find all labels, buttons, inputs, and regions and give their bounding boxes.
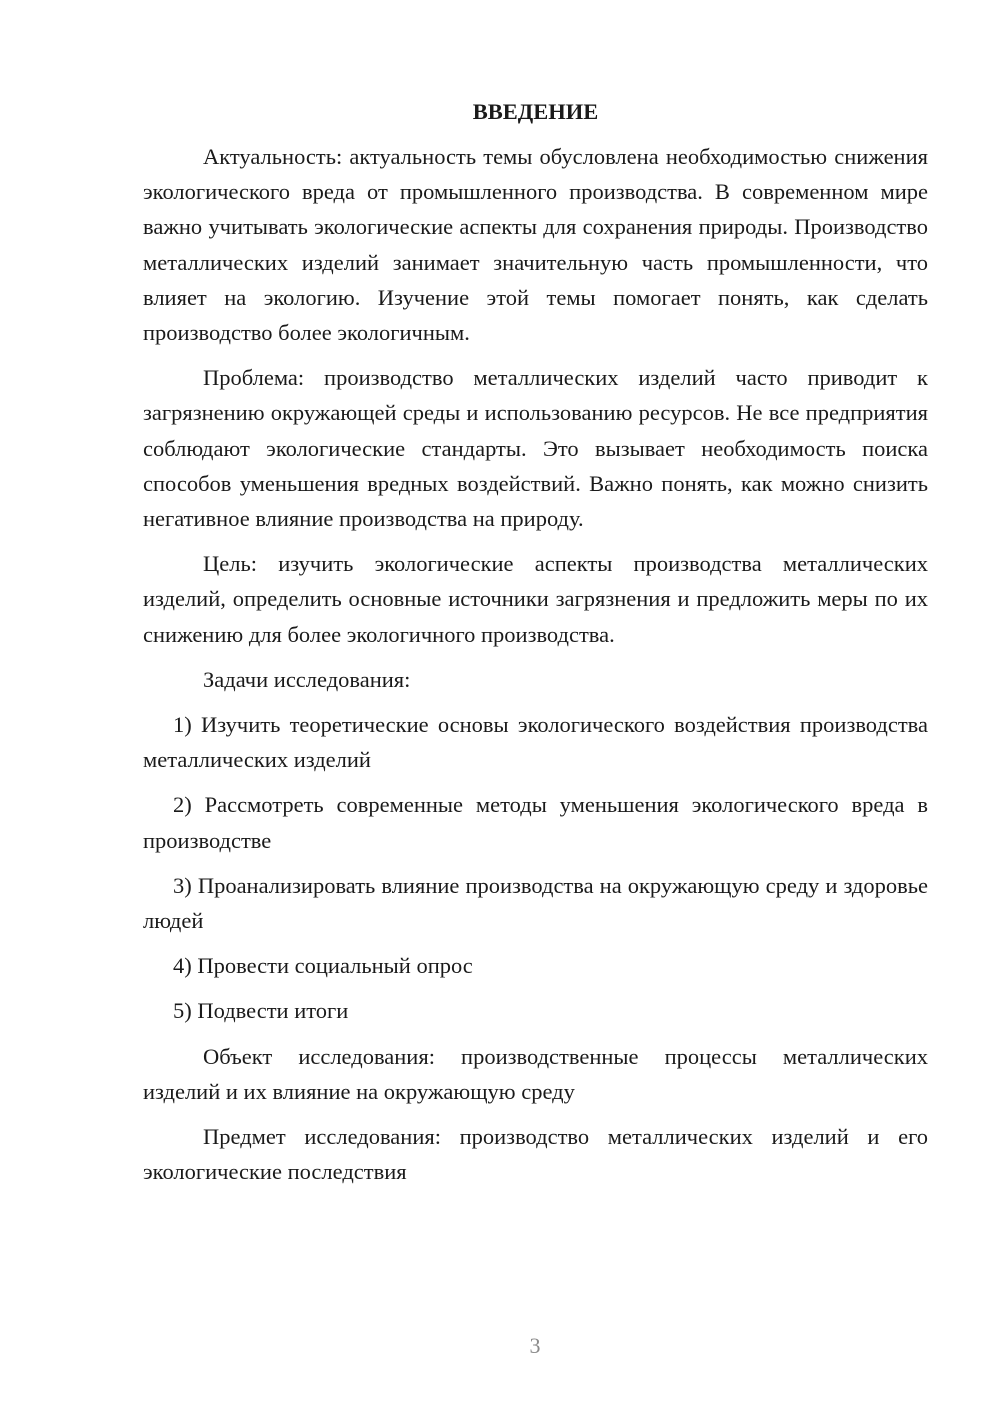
paragraph-relevance: Актуальность: актуальность темы обусловлена необходимостью снижения экологического вреда от промышленного производства. В современном мире важно учитывать экологические аспекты для сохранения природы. Производство металлических изделий занимает значительную часть промышленности, что влияет на экологию. Изучение этой темы помогает понять, как сделать производство более экологичным.: [143, 144, 928, 346]
paragraph-goal: Цель: изучить экологические аспекты производства металлических изделий, определить основные источники загрязнения и предложить меры по их снижению для более экологичного производства.: [143, 551, 928, 647]
page-number: 3: [529, 1333, 541, 1358]
paragraph-problem: Проблема: производство металлических изделий часто приводит к загрязнению окружающей среды и использованию ресурсов. Не все предприятия соблюдают экологические стандарты. Это вызывает необходимость поиска способов уменьшения вредных воздействий. Важно понять, как можно снизить негативное влияние производства на природу.: [143, 365, 928, 532]
task-item: 5) Подвести итоги: [173, 998, 349, 1024]
paragraph-object: Объект исследования: производственные процессы металлических изделий и их влияние на окружающую среду: [143, 1043, 928, 1104]
task-item: 2) Рассмотреть современные методы уменьшения экологического вреда в производстве: [143, 792, 928, 853]
page-title: ВВЕДЕНИЕ: [472, 99, 599, 124]
page-content: [143, 94, 928, 1199]
task-item: 4) Провести социальный опрос: [173, 953, 473, 979]
paragraph-subject: Предмет исследования: производство металлических изделий и его экологические последствия: [143, 1124, 928, 1185]
task-item: 3) Проанализировать влияние производства на окружающую среду и здоровье людей: [143, 872, 928, 934]
tasks-heading: Задачи исследования:: [203, 666, 411, 692]
task-item: 1) Изучить теоретические основы экологического воздействия производства металлических изделий: [143, 712, 928, 773]
